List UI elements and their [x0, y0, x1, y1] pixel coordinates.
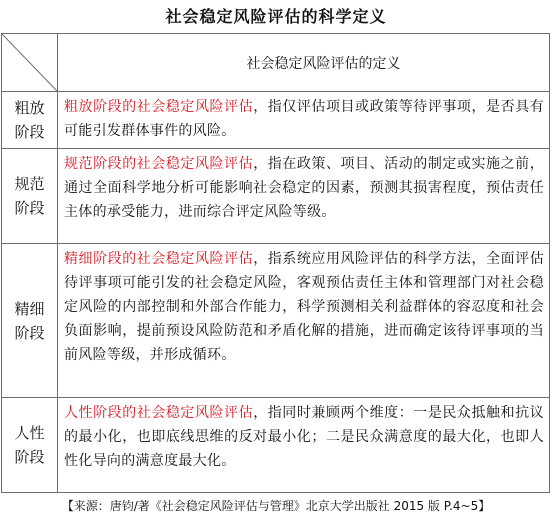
stage-label-line1: 人性 [14, 424, 45, 442]
stage-label-line2: 阶段 [14, 448, 45, 466]
stage-label [2, 244, 58, 398]
definition-table [1, 33, 550, 493]
stage-text: ，指仅评估项目或政策等待评事项，是否具有可能引发群体事件的风险。 [64, 99, 544, 139]
diagonal-corner-cell [2, 34, 58, 92]
stage-label [2, 149, 58, 244]
stage-highlight: 规范阶段的社会稳定风险评估 [64, 156, 254, 172]
stage-definition [58, 244, 550, 398]
stage-highlight: 粗放阶段的社会稳定风险评估 [64, 99, 254, 115]
stage-definition [58, 92, 550, 149]
stage-text: ，指在政策、项目、活动的制定或实施之前，通过全面科学地分析可能影响社会稳定的因素，预测其损害程度，预估责任主体的承受能力，进而综合评定风险等级。 [64, 156, 544, 220]
stage-definition [58, 149, 550, 244]
table-row [2, 92, 550, 149]
stage-label-line1: 精细 [14, 299, 45, 318]
page-title: 社会稳定风险评估的科学定义 [165, 7, 387, 26]
table-row [2, 398, 550, 493]
stage-label [2, 92, 58, 149]
source-citation: 【来源：唐钧/著《社会稳定风险评估与管理》北京大学出版社 2015 版 P.4~5】 [61, 499, 491, 513]
stage-text: ，指系统应用风险评估的科学方法，全面评估待评事项可能引发的社会稳定风险，客观预估责任主体和管理部门对社会稳定风险的内部控制和外部合作能力，科学预测相关利益群体的容忍度和社会负面影响，提前预设风险防范和矛盾化解的措施，进而确定该待评事项的当前风险等级，并形成循环。 [64, 251, 544, 363]
table-header-row [2, 34, 550, 92]
stage-text: ，指同时兼顾两个维度：一是民众抵触和抗议的最小化，也即底线思维的反对最小化；二是民众满意度的最大化，也即人性化导向的满意度最大化。 [64, 405, 544, 469]
stage-label-line2: 阶段 [14, 323, 45, 342]
stage-label [2, 398, 58, 493]
diagonal-line [2, 34, 57, 91]
stage-label-line1: 规范 [14, 175, 45, 193]
table-header: 社会稳定风险评估的定义 [58, 34, 550, 92]
stage-highlight: 精细阶段的社会稳定风险评估 [64, 251, 254, 267]
stage-label-line1: 粗放 [14, 99, 45, 117]
stage-label-line2: 阶段 [14, 199, 45, 217]
table-row [2, 149, 550, 244]
stage-label-line2: 阶段 [14, 123, 45, 141]
table-row [2, 244, 550, 398]
stage-definition [58, 398, 550, 493]
stage-highlight: 人性阶段的社会稳定风险评估 [64, 405, 254, 421]
